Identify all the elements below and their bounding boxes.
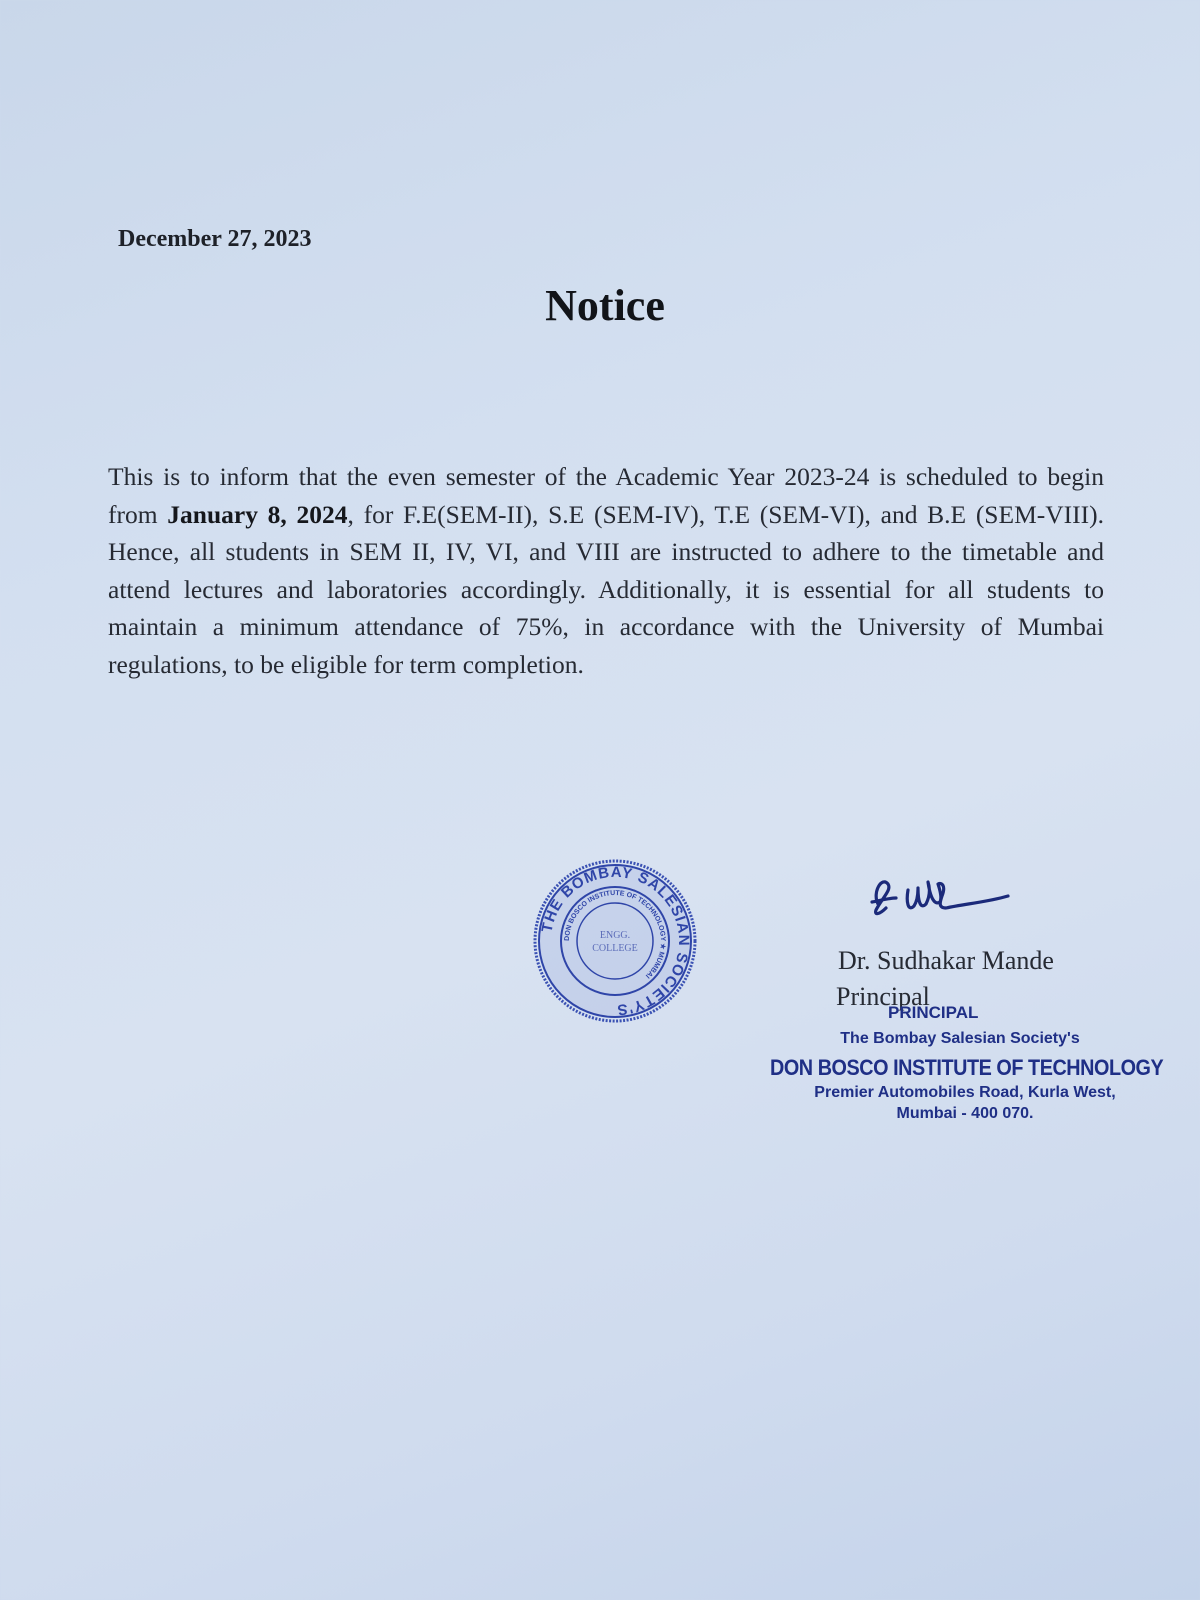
principal-signature xyxy=(868,862,1018,932)
notice-body-start-date: January 8, 2024 xyxy=(167,499,348,529)
stamp-institute: DON BOSCO INSTITUTE OF TECHNOLOGY xyxy=(770,1055,1164,1080)
seal-center-line2: COLLEGE xyxy=(592,943,638,954)
principal-stamp xyxy=(770,1004,1190,1123)
notice-title: Notice xyxy=(545,281,665,330)
seal-inner-text: DON BOSCO INSTITUTE OF TECHNOLOGY ★ MUMBAI xyxy=(563,889,667,980)
signer-role: Principal xyxy=(836,982,930,1011)
stamp-title: PRINCIPAL xyxy=(888,1003,979,1022)
stamp-address-line2: Mumbai - 400 070. xyxy=(896,1105,1034,1122)
notice-body-part2: , for F.E(SEM-II), S.E (SEM-IV), T.E (SEM-VI), and B.E (SEM-VIII). Hence, all students in SEM II, IV, VI, and VIII are instructed to adhere to the timetable and attend lectures and laboratories accordingly. Additionally, it is essential for all students to maintain a minimum attendance of 75%, in accordance with the University of Mumbai regulations, to be eligible for term completion. xyxy=(108,499,1104,679)
notice-body xyxy=(108,458,1104,683)
stamp-address-line1: Premier Automobiles Road, Kurla West, xyxy=(814,1084,1116,1101)
notice-body-part1: This is to inform that the even semester of the Academic Year 2023-24 is scheduled to begin from xyxy=(108,462,1104,529)
stamp-society: The Bombay Salesian Society's xyxy=(840,1030,1080,1047)
seal-outer-text: THE BOMBAY SALESIAN SOCIETY'S xyxy=(538,863,693,1019)
seal-center-line1: ENGG. xyxy=(599,930,631,941)
signer-name: Dr. Sudhakar Mande xyxy=(838,946,1054,975)
notice-date: December 27, 2023 xyxy=(118,226,312,252)
college-seal xyxy=(532,858,698,1024)
